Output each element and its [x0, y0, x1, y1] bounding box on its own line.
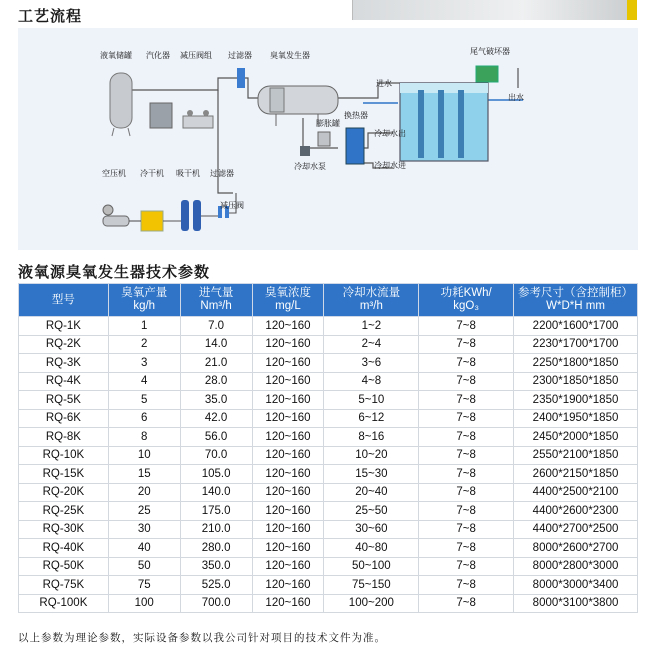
label-valve-group: 减压阀组	[180, 51, 212, 60]
table-cell: RQ-1K	[19, 317, 109, 336]
table-cell: 30~60	[324, 520, 419, 539]
table-cell: 175.0	[180, 502, 252, 521]
table-cell: 7~8	[419, 428, 514, 447]
table-cell: 7.0	[180, 317, 252, 336]
table-cell: 2300*1850*1850	[514, 372, 638, 391]
spec-table	[18, 283, 638, 613]
table-cell: 140.0	[180, 483, 252, 502]
table-cell: 8~16	[324, 428, 419, 447]
table-cell: 7~8	[419, 502, 514, 521]
label-cooling-pump: 冷却水泵	[294, 162, 326, 171]
contact-tank-icon	[400, 83, 488, 161]
table-cell: 4400*2600*2300	[514, 502, 638, 521]
table-cell: 28.0	[180, 372, 252, 391]
table-cell: 120~160	[252, 465, 324, 484]
label-vaporizer: 汽化器	[146, 51, 170, 60]
table-cell: 75	[108, 576, 180, 595]
table-cell: 3	[108, 354, 180, 373]
vaporizer-icon	[150, 103, 172, 128]
table-cell: RQ-2K	[19, 335, 109, 354]
cold-dryer-icon	[141, 211, 163, 231]
table-cell: 210.0	[180, 520, 252, 539]
column-header	[419, 284, 514, 317]
table-cell: 8000*3000*3400	[514, 576, 638, 595]
lox-tank-icon	[110, 73, 132, 136]
table-cell: 7~8	[419, 483, 514, 502]
table-cell: RQ-4K	[19, 372, 109, 391]
table-row	[19, 557, 638, 576]
label-cold-dryer: 冷干机	[140, 169, 164, 178]
table-cell: 700.0	[180, 594, 252, 613]
table-cell: 7~8	[419, 354, 514, 373]
column-header-line2: W*D*H mm	[546, 300, 605, 312]
table-cell: 4400*2500*2100	[514, 483, 638, 502]
table-cell: 7~8	[419, 446, 514, 465]
table-cell: 525.0	[180, 576, 252, 595]
table-cell: 4~8	[324, 372, 419, 391]
process-diagram	[18, 28, 638, 250]
table-cell: 8000*2600*2700	[514, 539, 638, 558]
table-row	[19, 483, 638, 502]
label-outlet: 出水	[508, 93, 524, 102]
label-inlet: 进水	[376, 79, 392, 88]
table-cell: 8	[108, 428, 180, 447]
table-cell: 7~8	[419, 576, 514, 595]
table-cell: 10	[108, 446, 180, 465]
table-cell: RQ-50K	[19, 557, 109, 576]
table-cell: 2230*1700*1700	[514, 335, 638, 354]
table-cell: 2550*2100*1850	[514, 446, 638, 465]
label-air-compressor: 空压机	[102, 169, 126, 178]
valve-group-icon	[183, 110, 213, 128]
table-cell: 6~12	[324, 409, 419, 428]
column-header-line2: m³/h	[359, 300, 383, 312]
expansion-tank-icon	[318, 132, 330, 146]
table-cell: 120~160	[252, 483, 324, 502]
column-header-line1: 型号	[51, 293, 75, 306]
table-row	[19, 520, 638, 539]
table-cell: 20	[108, 483, 180, 502]
column-header-line1: 参考尺寸（含控制柜）	[518, 287, 634, 299]
label-expansion-tank: 膨胀罐	[316, 119, 340, 128]
equipment-photo	[352, 0, 637, 20]
filter-top-icon	[237, 68, 245, 88]
table-cell: 75~150	[324, 576, 419, 595]
table-cell: 100~200	[324, 594, 419, 613]
table-cell: RQ-30K	[19, 520, 109, 539]
column-header-line2: Nm³/h	[200, 300, 232, 312]
table-cell: 7~8	[419, 372, 514, 391]
table-cell: 8000*3100*3800	[514, 594, 638, 613]
table-cell: 2~4	[324, 335, 419, 354]
adsorption-dryer-icon	[181, 200, 201, 231]
air-compressor-icon	[103, 205, 129, 226]
table-cell: 105.0	[180, 465, 252, 484]
column-header-line1: 臭氧浓度	[264, 287, 311, 299]
process-diagram-graphic	[18, 28, 638, 250]
table-cell: 35.0	[180, 391, 252, 410]
tail-gas-destructor-icon	[476, 66, 498, 82]
table-row	[19, 576, 638, 595]
process-title: 工艺流程	[18, 7, 83, 25]
column-header-line1: 功耗KWh/	[440, 287, 492, 299]
table-cell: 50~100	[324, 557, 419, 576]
table-cell: 120~160	[252, 317, 324, 336]
spec-table-header	[19, 284, 638, 317]
table-row	[19, 409, 638, 428]
table-cell: 10~20	[324, 446, 419, 465]
table-cell: 40~80	[324, 539, 419, 558]
label-cool-in: 冷却水进	[374, 161, 406, 170]
table-cell: 25~50	[324, 502, 419, 521]
table-cell: 7~8	[419, 335, 514, 354]
column-header	[108, 284, 180, 317]
column-header	[514, 284, 638, 317]
table-cell: 5~10	[324, 391, 419, 410]
table-cell: 2	[108, 335, 180, 354]
table-row	[19, 391, 638, 410]
table-row	[19, 502, 638, 521]
table-cell: 5	[108, 391, 180, 410]
column-header-line2: kg/h	[133, 300, 156, 312]
table-row	[19, 428, 638, 447]
table-cell: 2350*1900*1850	[514, 391, 638, 410]
cooling-pump-icon	[300, 146, 310, 156]
table-cell: 14.0	[180, 335, 252, 354]
table-cell: 15	[108, 465, 180, 484]
column-header	[19, 284, 109, 317]
column-header	[180, 284, 252, 317]
table-row	[19, 372, 638, 391]
label-pressure-valve: 减压阀	[220, 201, 244, 210]
table-cell: 2250*1800*1850	[514, 354, 638, 373]
table-cell: 120~160	[252, 557, 324, 576]
table-cell: 120~160	[252, 594, 324, 613]
table-cell: RQ-15K	[19, 465, 109, 484]
table-cell: 30	[108, 520, 180, 539]
column-header-line1: 进气量	[198, 287, 234, 299]
table-row	[19, 594, 638, 613]
table-cell: 2400*1950*1850	[514, 409, 638, 428]
table-cell: RQ-100K	[19, 594, 109, 613]
table-cell: 42.0	[180, 409, 252, 428]
table-cell: 4400*2700*2500	[514, 520, 638, 539]
column-header-line2: mg/L	[275, 300, 301, 312]
column-header-line1: 臭氧产量	[121, 287, 168, 299]
label-heat-exchanger: 换热器	[344, 111, 368, 120]
table-cell: 7~8	[419, 539, 514, 558]
column-header-line2: kgO₃	[453, 300, 480, 312]
table-cell: 40	[108, 539, 180, 558]
label-adsorption-dryer: 吸干机	[176, 169, 200, 178]
table-cell: 7~8	[419, 409, 514, 428]
table-cell: 7~8	[419, 594, 514, 613]
table-cell: 2450*2000*1850	[514, 428, 638, 447]
table-row	[19, 354, 638, 373]
table-cell: 8000*2800*3000	[514, 557, 638, 576]
table-cell: 120~160	[252, 354, 324, 373]
table-row	[19, 539, 638, 558]
table-cell: 120~160	[252, 576, 324, 595]
table-cell: 6	[108, 409, 180, 428]
table-cell: 120~160	[252, 520, 324, 539]
table-cell: 120~160	[252, 409, 324, 428]
table-cell: 7~8	[419, 317, 514, 336]
table-cell: RQ-5K	[19, 391, 109, 410]
table-cell: RQ-40K	[19, 539, 109, 558]
table-cell: 2600*2150*1850	[514, 465, 638, 484]
table-cell: 120~160	[252, 502, 324, 521]
label-lox-tank: 液氧储罐	[100, 51, 132, 60]
table-cell: 20~40	[324, 483, 419, 502]
table-row	[19, 317, 638, 336]
table-cell: RQ-10K	[19, 446, 109, 465]
table-cell: 120~160	[252, 372, 324, 391]
spec-title: 液氧源臭氧发生器技术参数	[18, 263, 211, 281]
column-header	[252, 284, 324, 317]
label-tail-gas: 尾气破坏器	[470, 47, 510, 56]
table-cell: 120~160	[252, 391, 324, 410]
table-cell: 1	[108, 317, 180, 336]
table-cell: 120~160	[252, 335, 324, 354]
column-header-line1: 冷却水流量	[342, 287, 401, 299]
table-row	[19, 335, 638, 354]
table-cell: 7~8	[419, 391, 514, 410]
table-cell: RQ-20K	[19, 483, 109, 502]
table-cell: 7~8	[419, 520, 514, 539]
table-cell: 7~8	[419, 465, 514, 484]
table-cell: 120~160	[252, 428, 324, 447]
table-row	[19, 446, 638, 465]
table-cell: RQ-8K	[19, 428, 109, 447]
table-cell: RQ-75K	[19, 576, 109, 595]
column-header	[324, 284, 419, 317]
table-cell: 100	[108, 594, 180, 613]
table-row	[19, 465, 638, 484]
table-cell: 15~30	[324, 465, 419, 484]
table-cell: 25	[108, 502, 180, 521]
label-filter-top: 过滤器	[228, 51, 252, 60]
table-cell: 350.0	[180, 557, 252, 576]
table-cell: 7~8	[419, 557, 514, 576]
table-cell: 2200*1600*1700	[514, 317, 638, 336]
label-filter-bottom: 过滤器	[210, 169, 234, 178]
table-cell: 120~160	[252, 539, 324, 558]
label-ozone-generator: 臭氧发生器	[270, 51, 310, 60]
heat-exchanger-icon	[346, 128, 364, 164]
table-cell: 3~6	[324, 354, 419, 373]
table-cell: 70.0	[180, 446, 252, 465]
table-cell: 1~2	[324, 317, 419, 336]
table-cell: 50	[108, 557, 180, 576]
table-cell: RQ-25K	[19, 502, 109, 521]
footnote: 以上参数为理论参数，实际设备参数以我公司针对项目的技术文件为准。	[18, 632, 386, 644]
table-cell: 4	[108, 372, 180, 391]
table-cell: 21.0	[180, 354, 252, 373]
table-cell: RQ-3K	[19, 354, 109, 373]
table-cell: RQ-6K	[19, 409, 109, 428]
label-cool-out: 冷却水出	[374, 129, 406, 138]
spec-table-body	[19, 317, 638, 613]
table-cell: 120~160	[252, 446, 324, 465]
table-cell: 56.0	[180, 428, 252, 447]
table-cell: 280.0	[180, 539, 252, 558]
